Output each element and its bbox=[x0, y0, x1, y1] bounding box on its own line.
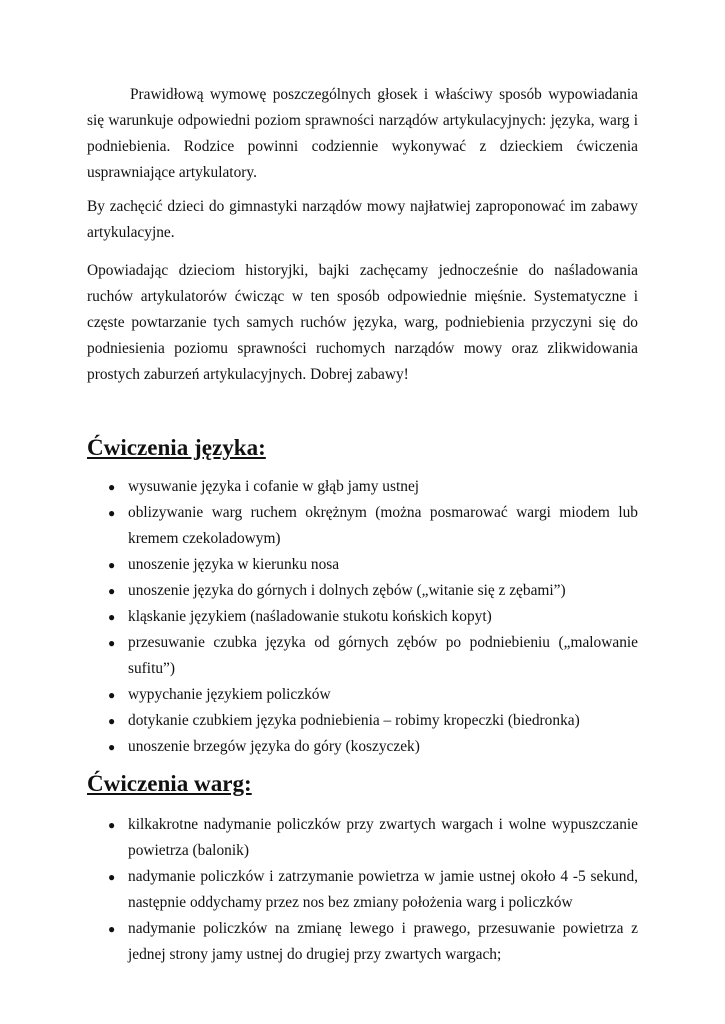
intro-paragraph-2: By zachęcić dzieci do gimnastyki narządów mowy najłatwiej zaproponować im zabawy artykulacyjne. bbox=[87, 198, 638, 241]
list-item-text: wypychanie językiem policzków bbox=[128, 686, 331, 703]
list-item-text: unoszenie brzegów języka do góry (koszyczek) bbox=[128, 738, 420, 755]
bullet-icon: ● bbox=[108, 714, 116, 728]
list-item-text: kląskanie językiem (naśladowanie stukotu końskich kopyt) bbox=[128, 608, 492, 625]
bullet-icon: ● bbox=[108, 922, 116, 936]
list-item-text: nadymanie policzków na zmianę lewego i prawego, przesuwanie powietrza z jednej strony jamy ustnej do drugiej przy zwartych wargach; bbox=[128, 920, 638, 963]
bullet-icon: ● bbox=[108, 870, 116, 884]
list-item bbox=[87, 578, 638, 604]
intro-paragraph-1: Prawidłową wymowę poszczególnych głosek i właściwy sposób wypowiadania się warunkuje odpowiedni poziom sprawności narządów artykulacyjnych: języka, warg i podniebienia. Rodzice powinni codziennie wykonywać z dzieckiem ćwiczenia usprawniające artykulatory. bbox=[87, 86, 638, 181]
list-item bbox=[87, 734, 638, 760]
list-item-text: wysuwanie języka i cofanie w głąb jamy ustnej bbox=[128, 478, 420, 495]
bullet-icon: ● bbox=[108, 636, 116, 650]
bullet-icon: ● bbox=[108, 584, 116, 598]
bullet-icon: ● bbox=[108, 818, 116, 832]
list-item-text: unoszenie języka w kierunku nosa bbox=[128, 556, 340, 573]
list-item bbox=[87, 630, 638, 682]
lips-exercises-heading: Ćwiczenia warg: bbox=[87, 770, 252, 796]
list-item bbox=[87, 604, 638, 630]
tongue-exercises-heading: Ćwiczenia języka: bbox=[87, 434, 266, 460]
list-item bbox=[87, 682, 638, 708]
list-item bbox=[87, 552, 638, 578]
list-item-text: kilkakrotne nadymanie policzków przy zwartych wargach i wolne wypuszczanie powietrza (balonik) bbox=[128, 816, 638, 859]
bullet-icon: ● bbox=[108, 506, 116, 520]
list-item-text: oblizywanie warg ruchem okrężnym (można posmarować wargi miodem lub kremem czekoladowym) bbox=[128, 504, 638, 547]
list-item bbox=[87, 708, 638, 734]
intro-paragraph-3: Opowiadając dzieciom historyjki, bajki zachęcamy jednocześnie do naśladowania ruchów artykulatorów ćwicząc w ten sposób odpowiednie mięśnie. Systematyczne i częste powtarzanie tych samych ruchów języka, warg, podniebienia przyczyni się do podniesienia poziomu sprawności ruchomych narządów mowy oraz zlikwidowania prostych zaburzeń artykulacyjnych. Dobrej zabawy! bbox=[87, 262, 638, 383]
list-item bbox=[87, 474, 638, 500]
bullet-icon: ● bbox=[108, 688, 116, 702]
bullet-icon: ● bbox=[108, 740, 116, 754]
list-item bbox=[87, 812, 638, 864]
list-item bbox=[87, 500, 638, 552]
list-item-text: nadymanie policzków i zatrzymanie powietrza w jamie ustnej około 4 -5 sekund, następnie oddychamy przez nos bez zmiany położenia warg i policzków bbox=[128, 868, 638, 911]
lips-exercises-list bbox=[87, 812, 638, 968]
document-page bbox=[87, 82, 638, 968]
list-item bbox=[87, 916, 638, 968]
bullet-icon: ● bbox=[108, 610, 116, 624]
tongue-exercises-list bbox=[87, 474, 638, 760]
list-item-text: dotykanie czubkiem języka podniebienia – robimy kropeczki (biedronka) bbox=[128, 712, 580, 729]
list-item-text: unoszenie języka do górnych i dolnych zębów („witanie się z zębami”) bbox=[128, 582, 566, 599]
bullet-icon: ● bbox=[108, 480, 116, 494]
bullet-icon: ● bbox=[108, 558, 116, 572]
list-item-text: przesuwanie czubka języka od górnych zębów po podniebieniu („malowanie sufitu”) bbox=[128, 634, 638, 677]
list-item bbox=[87, 864, 638, 916]
